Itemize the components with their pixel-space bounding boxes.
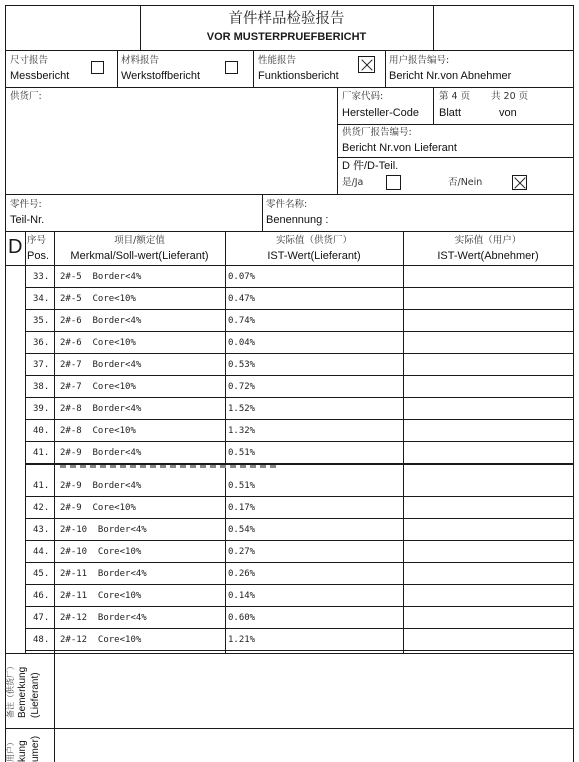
part-number-label-cn: 零件号:	[10, 199, 42, 210]
row-actual-supplier-value: 0.74%	[228, 316, 256, 326]
manufacturer-code-label-cn: 厂家代码:	[342, 91, 384, 102]
sheet-page-de: Blatt	[439, 107, 462, 119]
row-item: 2#-12 Core<10%	[60, 635, 142, 645]
dimension-report-checkbox[interactable]	[91, 61, 104, 74]
row-divider	[25, 650, 573, 651]
row-actual-supplier-value: 0.04%	[228, 338, 256, 348]
row-item: 2#-5 Border<4%	[60, 272, 142, 282]
row-actual-customer-cell[interactable]	[403, 563, 573, 585]
row-actual-customer-cell[interactable]	[403, 475, 573, 497]
part-name-label-cn: 零件名称:	[266, 199, 308, 210]
row-actual-customer-cell[interactable]	[403, 266, 573, 288]
d-part-yes-checkbox[interactable]	[386, 175, 401, 190]
row-pos: 33.	[33, 272, 50, 282]
row-actual-supplier-value: 1.52%	[228, 404, 256, 414]
row-actual-customer-cell[interactable]	[403, 541, 573, 563]
supplier-divider	[337, 87, 338, 194]
row-actual-supplier-value: 1.21%	[228, 635, 256, 645]
actual-supplier-header-cn: 实际值（供货厂）	[275, 235, 352, 246]
border-left	[5, 5, 6, 762]
table-bottom-line	[5, 653, 574, 654]
table-row	[25, 354, 573, 376]
row-pos: 39.	[33, 404, 50, 414]
row-actual-supplier-value: 0.51%	[228, 448, 256, 458]
table-row	[25, 376, 573, 398]
row-actual-customer-cell[interactable]	[403, 607, 573, 629]
actual-customer-header-de: IST-Wert(Abnehmer)	[437, 250, 539, 262]
row-actual-customer-cell[interactable]	[403, 442, 573, 464]
row-actual-supplier-value: 0.53%	[228, 360, 256, 370]
part-row-divider	[262, 194, 263, 231]
row-actual-supplier-value: 0.51%	[228, 481, 256, 491]
row-item: 2#-10 Core<10%	[60, 547, 142, 557]
table-row	[25, 310, 573, 332]
remarks-divider	[54, 653, 55, 762]
row-actual-supplier-value: 0.27%	[228, 547, 256, 557]
supplier-block-bottom-line	[5, 194, 574, 195]
row-item: 2#-7 Border<4%	[60, 360, 142, 370]
row-actual-supplier-value: 0.14%	[228, 591, 256, 601]
row-item: 2#-9 Core<10%	[60, 503, 136, 513]
row-actual-customer-cell[interactable]	[403, 585, 573, 607]
actual-customer-header-cn: 实际值（用户）	[454, 235, 522, 246]
header-divider-right	[433, 5, 434, 50]
table-row	[25, 541, 573, 563]
table-row	[25, 607, 573, 629]
row-actual-supplier-value: 0.60%	[228, 613, 256, 623]
supplier-label: 供货厂:	[10, 91, 42, 102]
sheet-total-cn: 共 20 页	[491, 91, 529, 102]
table-row	[25, 288, 573, 310]
row-item: 2#-11 Border<4%	[60, 569, 147, 579]
d-part-no-label: 否/Nein	[448, 177, 483, 188]
remarks-supplier-label-de2: (Lieferant)	[30, 672, 41, 718]
table-row	[25, 585, 573, 607]
row-item: 2#-7 Core<10%	[60, 382, 136, 392]
row-actual-supplier-value: 1.32%	[228, 426, 256, 436]
row-actual-customer-cell[interactable]	[403, 332, 573, 354]
row-pos: 41.	[33, 481, 50, 491]
dimension-report-label-de: Messbericht	[10, 70, 70, 82]
row-pos: 37.	[33, 360, 50, 370]
remarks-supplier-label-de1: Bemerkung	[17, 666, 28, 718]
sheet-total-de: von	[499, 107, 517, 119]
row-actual-supplier-value: 0.26%	[228, 569, 256, 579]
pos-header-de: Pos.	[27, 250, 50, 262]
row-item: 2#-6 Border<4%	[60, 316, 142, 326]
material-report-checkbox[interactable]	[225, 61, 238, 74]
type-divider-2	[253, 50, 254, 87]
supplier-line-2	[337, 157, 574, 158]
supplier-report-no-label-de: Bericht Nr.von Lieferant	[342, 142, 457, 154]
row-item: 2#-9 Border<4%	[60, 448, 142, 458]
remarks-customer-label-de2: umer)	[30, 735, 41, 762]
function-report-label-de: Funktionsbericht	[258, 70, 339, 82]
part-number-label-de: Teil-Nr.	[10, 214, 45, 226]
row-actual-supplier-value: 0.17%	[228, 503, 256, 513]
pos-header-cn: 序号	[27, 235, 47, 246]
dimension-report-label-cn: 尺寸报告	[10, 55, 49, 66]
row-pos: 41.	[33, 448, 50, 458]
row-actual-customer-cell[interactable]	[403, 310, 573, 332]
d-part-no-checkbox[interactable]	[512, 175, 527, 190]
supplier-report-no-label-cn: 供货厂报告编号:	[342, 127, 412, 138]
part-name-label-de: Benennung :	[266, 214, 329, 226]
border-top	[5, 5, 574, 6]
row-pos: 35.	[33, 316, 50, 326]
border-right	[573, 5, 574, 762]
customer-report-no-label-de: Bericht Nr.von Abnehmer	[389, 70, 512, 82]
material-report-label-cn: 材料报告	[121, 55, 160, 66]
row-actual-supplier-value: 0.07%	[228, 272, 256, 282]
row-pos: 45.	[33, 569, 50, 579]
table-row	[25, 266, 573, 288]
remarks-customer-label-de1: kung	[17, 740, 28, 762]
row-actual-customer-cell[interactable]	[403, 354, 573, 376]
row-pos: 42.	[33, 503, 50, 513]
row-actual-customer-cell[interactable]	[403, 629, 573, 651]
d-marker: D	[8, 236, 23, 258]
table-row	[25, 398, 573, 420]
actual-supplier-header-de: IST-Wert(Lieferant)	[267, 250, 361, 262]
row-actual-customer-cell[interactable]	[403, 519, 573, 541]
table-row	[25, 519, 573, 541]
item-header-cn: 项目/额定值	[114, 235, 165, 246]
row-actual-customer-cell[interactable]	[403, 497, 573, 519]
table-row	[25, 497, 573, 519]
table-row	[25, 442, 573, 464]
remarks-supplier-label-cn: 备注（供货厂）	[6, 662, 15, 718]
manufacturer-code-label-de: Hersteller-Code	[342, 107, 420, 119]
row-actual-customer-cell[interactable]	[403, 376, 573, 398]
row-pos: 47.	[33, 613, 50, 623]
sheet-page-cn: 第 4 页	[439, 91, 471, 102]
table-row	[25, 629, 573, 651]
row-actual-customer-cell[interactable]	[403, 420, 573, 442]
row-item: 2#-11 Core<10%	[60, 591, 142, 601]
row-actual-supplier-value: 0.47%	[228, 294, 256, 304]
type-divider-3	[385, 50, 386, 87]
table-row	[25, 563, 573, 585]
row-pos: 43.	[33, 525, 50, 535]
sheet-divider	[433, 87, 434, 124]
row-actual-supplier-value: 0.54%	[228, 525, 256, 535]
d-part-label: D 件/D-Teil.	[342, 160, 399, 172]
row-pos: 36.	[33, 338, 50, 348]
table-row	[25, 420, 573, 442]
row-pos: 38.	[33, 382, 50, 392]
row-pos: 46.	[33, 591, 50, 601]
function-report-checkbox[interactable]	[358, 56, 375, 73]
row-item: 2#-10 Border<4%	[60, 525, 147, 535]
row-item: 2#-8 Border<4%	[60, 404, 142, 414]
item-header-de: Merkmal/Soll-wert(Lieferant)	[70, 250, 209, 262]
row-item: 2#-9 Border<4%	[60, 481, 142, 491]
row-actual-supplier-value: 0.72%	[228, 382, 256, 392]
row-item: 2#-5 Core<10%	[60, 294, 136, 304]
row-pos: 48.	[33, 635, 50, 645]
d-part-yes-label: 是/Ja	[342, 177, 364, 188]
row-item: 2#-12 Border<4%	[60, 613, 147, 623]
row-pos: 34.	[33, 294, 50, 304]
type-divider-1	[117, 50, 118, 87]
report-title-de: VOR MUSTERPRUEFBERICHT	[206, 31, 367, 43]
row-pos: 40.	[33, 426, 50, 436]
row-pos: 44.	[33, 547, 50, 557]
type-row-bottom-line	[5, 87, 574, 88]
report-title-cn: 首件样品检验报告	[228, 11, 345, 27]
customer-report-no-label-cn: 用户报告编号:	[389, 55, 450, 66]
table-row	[25, 332, 573, 354]
supplier-line-1	[337, 124, 574, 125]
material-report-label-de: Werkstoffbericht	[121, 70, 201, 82]
part-row-bottom-line	[5, 231, 574, 232]
remarks-supplier-bottom-line	[5, 728, 574, 729]
row-actual-customer-cell[interactable]	[403, 288, 573, 310]
remarks-customer-label-cn: 用户）	[6, 738, 15, 762]
page-seam-clipped-text	[60, 465, 280, 468]
row-item: 2#-8 Core<10%	[60, 426, 136, 436]
row-item: 2#-6 Core<10%	[60, 338, 136, 348]
header-bottom-line	[5, 50, 574, 51]
row-actual-customer-cell[interactable]	[403, 398, 573, 420]
function-report-label-cn: 性能报告	[258, 55, 297, 66]
table-row	[25, 475, 573, 497]
